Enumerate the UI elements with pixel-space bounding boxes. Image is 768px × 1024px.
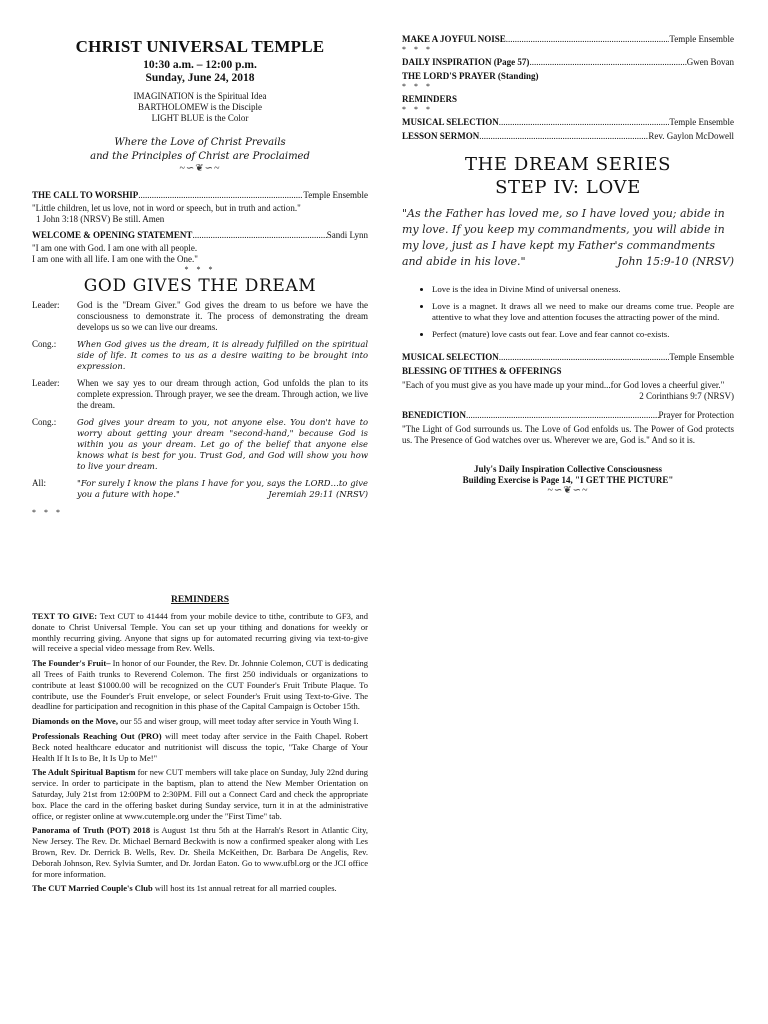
star-separator-icon: * * * [402,82,433,91]
reminder-body: is August 1st thru 5th at the Harrah's Resort in Atlantic City, New Jersey. The Rev. Dr. Michael Bernard Beckwith is now a confirmed speaker along with Les Brown, Rev. Dr. Derrick B. Wells, Rev. Dr. Sheila McKeithen, Dr. Barbara De Angelis, Rev. Deborah Johnson, Rev. Sylvia Sumter, and Dr. Jordan Eaton. Go to www.ufbl.org or the JCI office for more information. [32,825,368,879]
reminder-lead: Diamonds on the Move, [32,716,118,727]
reminder-body: our 55 and wiser group, will meet today after service in Youth Wing I. [117,716,359,727]
welcome-text-2: I am one with all life. I am one with the One." [32,254,198,264]
dot-leader [479,131,648,142]
closing-musical-label: MUSICAL SELECTION [402,352,499,362]
flourish-ornament-icon: ~∽❦∽~ [179,163,221,174]
sermon-label: LESSON SERMON [402,131,480,141]
row-label: Leader: [32,300,60,310]
flourish-ornament-icon: ~∽❦∽~ [547,485,589,496]
motto-line-1: Where the Love of Christ Prevails [114,137,286,148]
star-separator-icon: * * * [32,508,63,517]
call-text: "Little children, let us love, not in word or speech, but in truth and action." [32,203,301,213]
welcome-line [32,230,368,241]
series-title: THE DREAM SERIES [464,154,672,175]
call-to-worship-line [32,190,368,201]
row-text: When we say yes to our dream through action, God unfolds the plan to its complete expression. Through prayer, we see the dream. Through action, we live the dream. [77,378,368,410]
noise-label: MAKE A JOYFUL NOISE [402,34,506,44]
scripture-quote [402,206,734,270]
row-text: When God gives us the dream, it is already fulfilled on the spiritual side of life. It comes to us as a desire waiting to be brought into expression. [77,339,368,371]
welcome-who: Sandi Lynn [326,230,368,240]
inspiration-line [402,57,734,68]
responsive-row [32,378,368,411]
quote-text: "As the Father has loved me, so I have loved you; abide in my love. If you keep my commandments, you will abide in my love, just as I have kept my Father's commandments and abide in his love." [402,207,725,268]
dot-leader [192,230,326,241]
series-step: STEP IV: LOVE [495,177,641,198]
reminder-item [32,825,368,879]
page-title: CHRIST UNIVERSAL TEMPLE [75,37,325,56]
reminder-lead: The Founder's Fruit– [32,658,111,669]
reminder-lead: The CUT Married Couple's Club [32,883,153,894]
star-separator-icon: * * * [184,265,216,274]
dot-leader [506,34,670,45]
musical-who: Temple Ensemble [669,117,734,127]
inspiration-who: Gwen Bovan [686,57,734,67]
reminder-item [32,716,368,727]
call-ref: 1 John 3:18 (NRSV) Be still. Amen [36,214,165,224]
row-text [77,478,368,500]
color-of-day: LIGHT BLUE is the Color [151,113,249,123]
dot-leader [466,410,659,421]
row-text: God is the "Dream Giver." God gives the dream to us before we have the consciousness to demonstrate it. The process of demonstrating the dream develops us so we can live our dreams. [77,300,368,332]
footer-line-1: July's Daily Inspiration Collective Consciousness [473,464,663,474]
bullet-item: • Love is the idea in Divine Mind of universal oneness. [432,284,734,295]
joyful-noise-line [402,34,734,45]
reminder-lead: Panorama of Truth (POT) 2018 [32,825,151,836]
responsive-row [32,417,368,472]
call-who: Temple Ensemble [303,190,368,200]
musical-selection-line [402,117,734,128]
reminder-lead: TEXT TO GIVE: [32,611,98,621]
row-label: All: [32,478,47,488]
row-label: Leader: [32,378,60,388]
reminder-item [32,658,368,712]
musical-label: MUSICAL SELECTION [402,117,499,127]
row-text: God gives your dream to you, not anyone else. You don't have to worry about getting your dream "second-hand," because God is within you as your dream. Let go of the belief that anyone else knows what is best for you. Trust God, and God will show you how to live your dream. [77,417,368,471]
tithes-label: BLESSING OF TITHES & OFFERINGS [402,366,562,376]
tithes-text: "Each of you must give as you have made up your mind...for God loves a cheerful giver." [402,380,725,390]
reminder-body: for new CUT members will take place on Sunday, July 22nd during service. In order to participate in the baptism, plan to attend the New Member Orientation on Saturday, July 21st from 12:00PM to 2:30PM. Fill out a Connect Card and check the appropriate box. Place the card in the offering basket during Sunday service, turn it in at the administrative office, or register online at www.cutemple.org under the "First Time" tab. [32,767,368,821]
row-label: Cong.: [32,417,57,427]
motto-line-2: and the Principles of Christ are Proclaimed [90,151,310,162]
bullet-item: • Love is a magnet. It draws all we need to make our dreams come true. People are attentive to what they love and attention focuses the attracting power of the mind. [432,301,734,323]
benediction-text: "The Light of God surrounds us. The Love of God enfolds us. The Power of God protects us. The Presence of God watches over us. Wherever we are, God is." And so it is. [402,424,734,445]
benediction-label: BENEDICTION [402,410,467,420]
footer-line-2: Building Exercise is Page 14, "I GET THE PICTURE" [462,475,674,485]
lesson-sermon-line [402,131,734,142]
responsive-row-all [32,478,368,500]
lords-prayer: THE LORD'S PRAYER (Standing) [402,71,539,81]
inspiration-label: DAILY INSPIRATION (Page 57) [402,57,530,67]
bullet-item: • Perfect (mature) love casts out fear. Love and fear cannot co-exists. [432,329,734,340]
reminder-item [32,611,368,654]
left-column [32,0,368,894]
row-label: Cong.: [32,339,57,349]
all-text: "For surely I know the plans I have for you, says the LORD…to give you a future with hope." [77,478,368,499]
reminder-body: will host its 1st annual retreat for all married couples. [152,883,337,894]
noise-who: Temple Ensemble [669,34,734,44]
reminder-body: Text CUT to 41444 from your mobile device to tithe, contribute to GF3, and donate to Christ Universal Temple. You can set up your tithing and donations for weekly or monthly recurring giving. Anyone that signs up for automated recurring giving via text-to-give will receive a special video message from Rev. Wells. [32,611,368,654]
reminder-item [32,767,368,821]
reminder-item [32,731,368,763]
reminders-line: REMINDERS [402,94,458,104]
disciple: BARTHOLOMEW is the Disciple [137,102,263,112]
closing-musical-line [402,352,734,363]
responsive-row [32,300,368,333]
closing-musical-who: Temple Ensemble [669,352,734,362]
love-bullet-list [402,284,734,340]
reminder-item [32,883,368,894]
reminder-lead: Professionals Reaching Out (PRO) [32,730,162,741]
dream-heading: GOD GIVES THE DREAM [83,276,317,296]
dot-leader [529,57,686,68]
welcome-text-1: "I am one with God. I am one with all people. [32,243,198,253]
spiritual-idea: IMAGINATION is the Spiritual Idea [133,91,267,101]
dot-leader [499,117,670,128]
sermon-who: Rev. Gaylon McDowell [648,131,734,141]
reminders-heading: REMINDERS [170,595,230,605]
dot-leader [138,190,303,201]
all-ref: Jeremiah 29:11 (NRSV) [268,489,368,499]
reminder-body: will meet today after service in the Faith Chapel. Robert Beck noted healthcare educator and nutritionist will discuss the topic, "Take Charge of Your Health If It Is to Be, It Is Up to Me!" [32,730,368,763]
tithes-ref: 2 Corinthians 9:7 (NRSV) [639,391,734,401]
benediction-who: Prayer for Protection [658,410,734,420]
star-separator-icon: * * * [402,45,433,54]
call-label: THE CALL TO WORSHIP [32,190,139,200]
service-time: 10:30 a.m. – 12:00 p.m. [143,59,257,71]
star-separator-icon: * * * [402,105,433,114]
dot-leader [499,352,670,363]
quote-ref: John 15:9-10 (NRSV) [617,255,734,268]
welcome-label: WELCOME & OPENING STATEMENT [32,230,193,240]
service-date: Sunday, June 24, 2018 [145,72,255,84]
reminder-body: In honor of our Founder, the Rev. Dr. Johnnie Colemon, CUT is dedicating all Trees of Faith trunks to Reverend Colemon. The first 250 individuals or organizations to contribute at least $1000.00 will be recognized on the CUT Founder's Fruit Tribute Plaque. To contribute, use the Founder's Fruit envelope, or select Founder's Fruit using Text-to-Give. The deadline for participation and recognition in this phase of the Capital Campaign is October 15th. [32,658,368,712]
benediction-line [402,410,734,421]
reminder-lead: The Adult Spiritual Baptism [32,767,136,778]
responsive-row [32,339,368,372]
right-column [402,0,734,496]
